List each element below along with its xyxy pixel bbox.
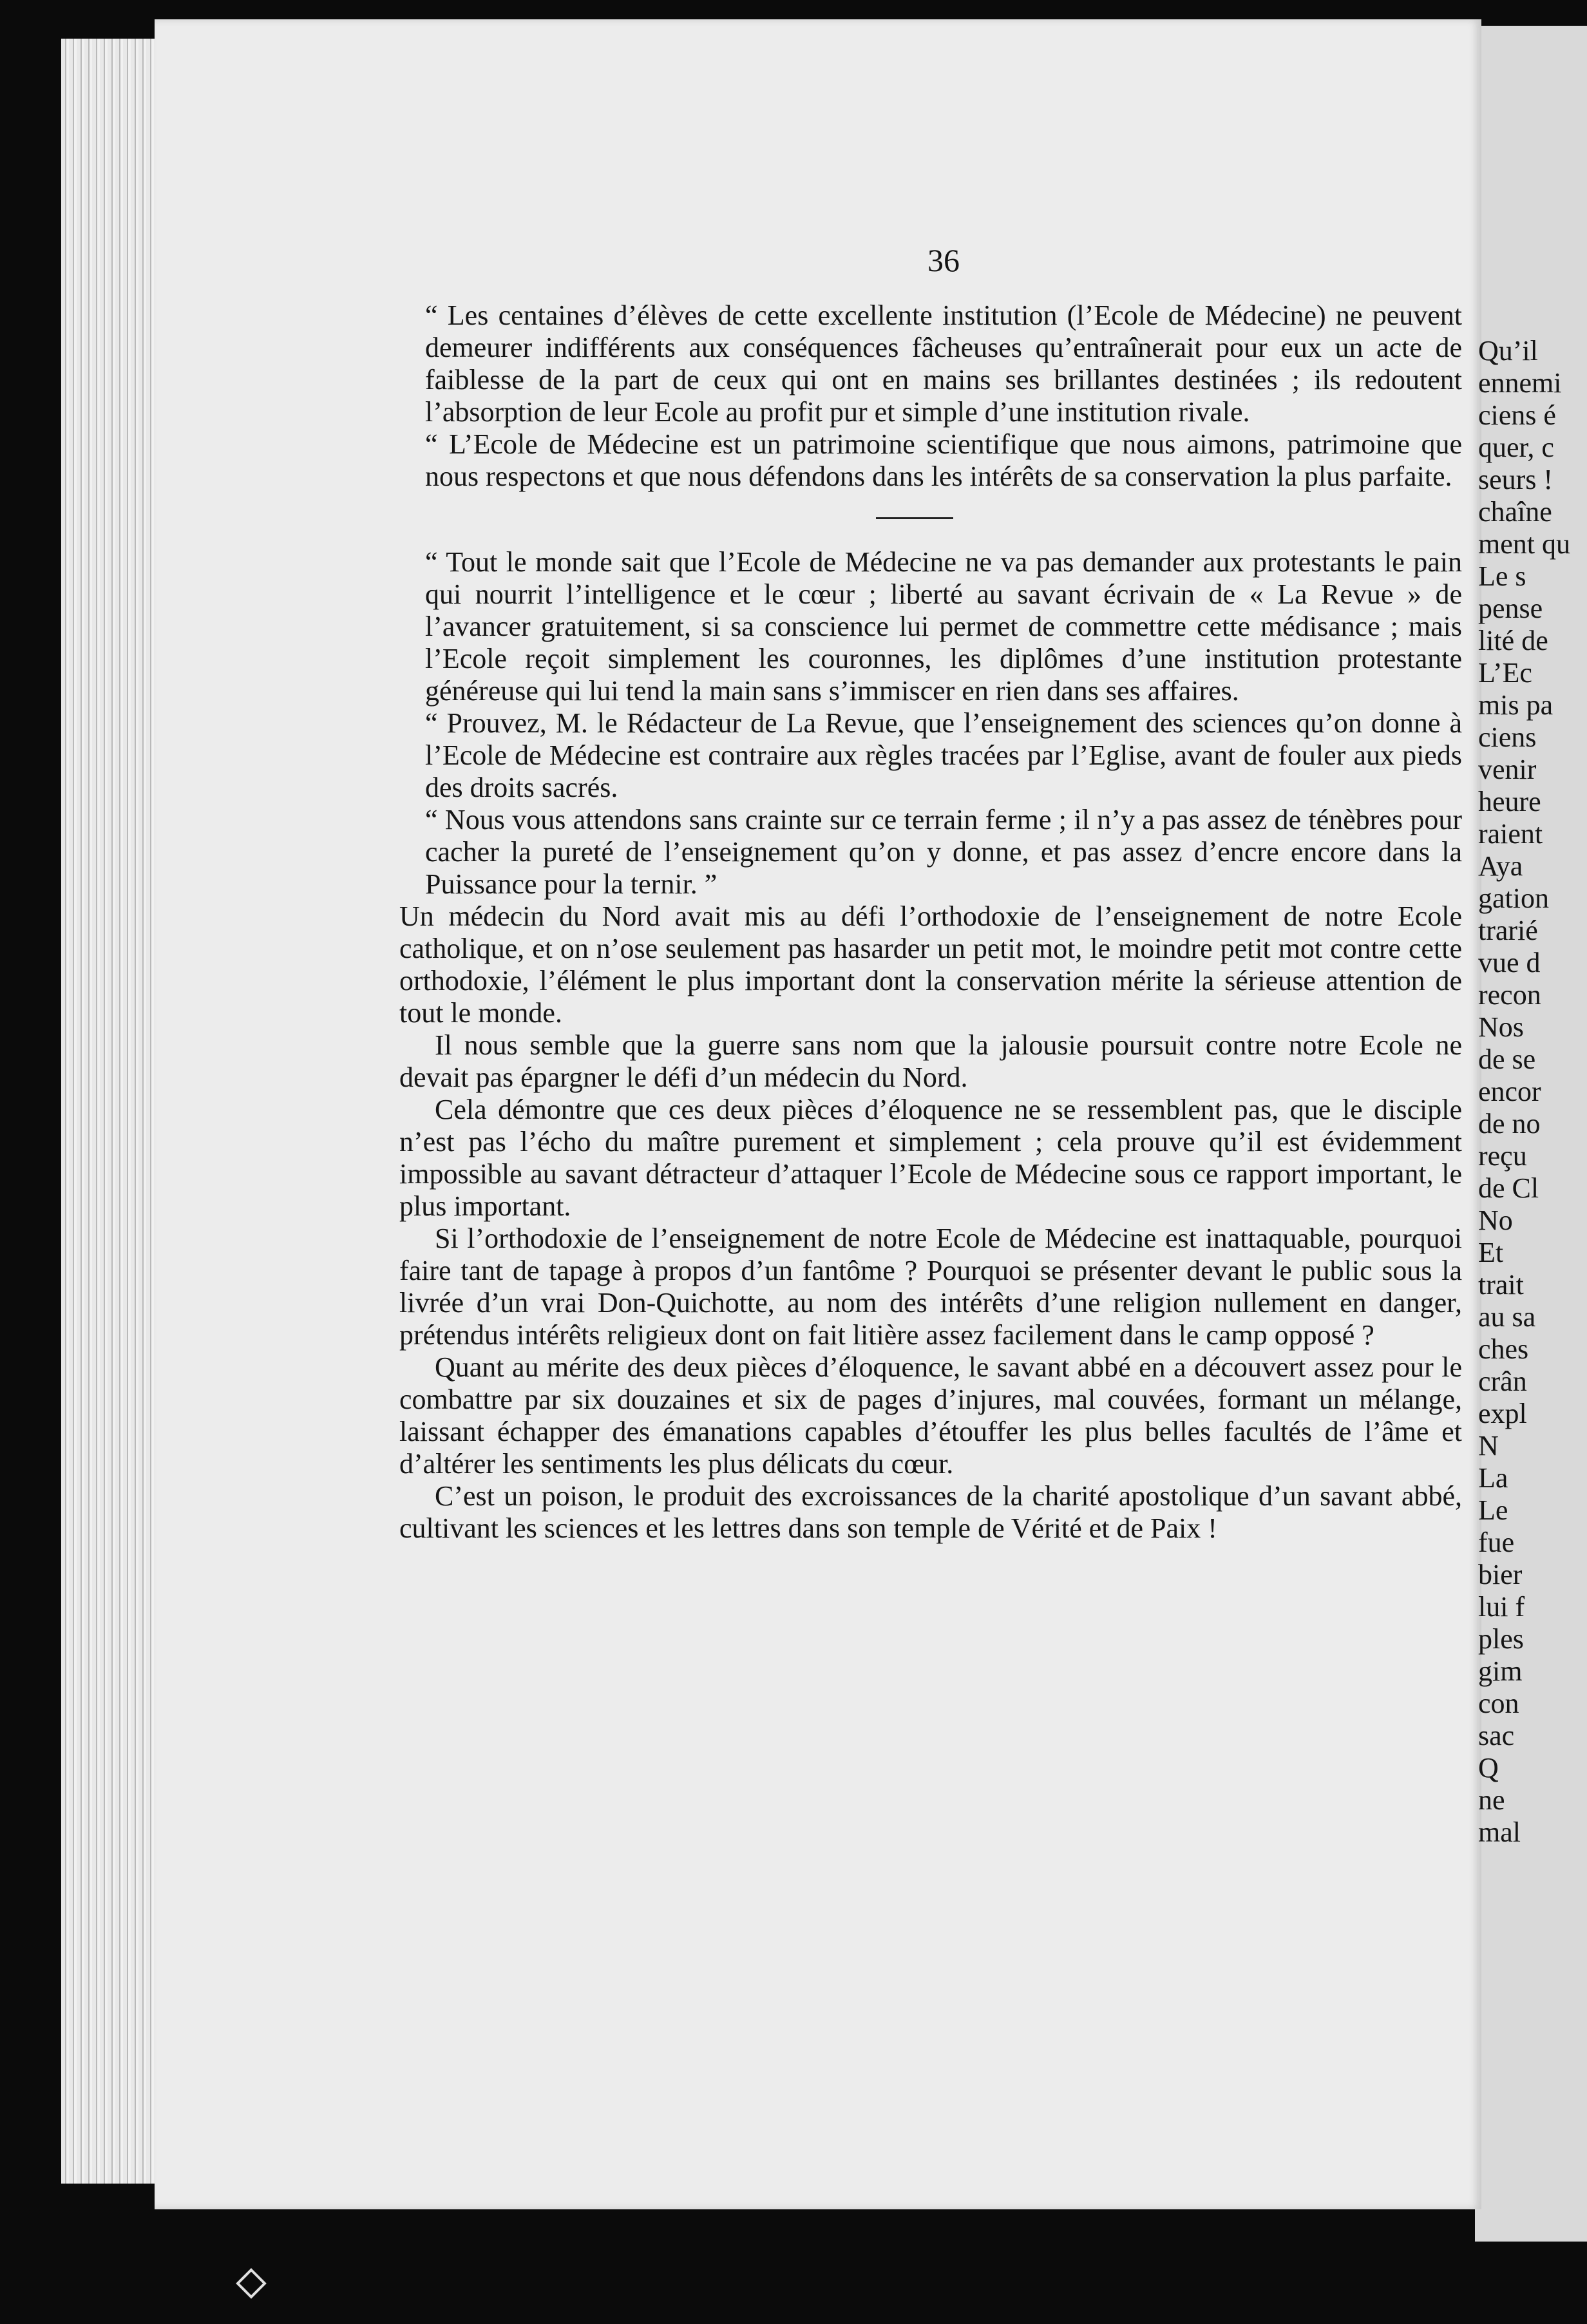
adjacent-line: crân <box>1478 1366 1527 1397</box>
adjacent-line: gim <box>1478 1655 1523 1687</box>
adjacent-line: Le s <box>1478 560 1526 592</box>
adjacent-line: ches <box>1478 1333 1529 1365</box>
body-paragraph: Cela démontre que ces deux pièces d’éloquence ne se ressemblent pas, que le disciple n’est pas l’écho du maître purement et simplement ; cela prouve qu’il est évidemment impossible au savant détracteur d’attaquer l’Ecole de Médecine sous ce rapport important, le plus important. <box>399 1094 1462 1222</box>
adjacent-line: au sa <box>1478 1301 1536 1333</box>
quote-paragraph: “ L’Ecole de Médecine est un patrimoine scientifique que nous aimons, patrimoine que nous respectons et que nous défendons dans les intérêts de sa conservation la plus parfaite. <box>425 428 1462 492</box>
body-paragraph: Un médecin du Nord avait mis au défi l’orthodoxie de l’enseignement de notre Ecole catholique, et on n’ose seulement pas hasarder un petit mot, le moindre petit mot contre cette orthodoxie, l’élément le plus important dont la conservation mérite la sérieuse attention de tout le monde. <box>399 900 1462 1029</box>
adjacent-line: pense <box>1478 593 1543 624</box>
adjacent-line: Le <box>1478 1494 1508 1526</box>
adjacent-line: venir <box>1478 754 1537 785</box>
adjacent-line: Q <box>1478 1752 1499 1784</box>
adjacent-line: ples <box>1478 1623 1524 1655</box>
adjacent-line: recon <box>1478 979 1541 1011</box>
adjacent-page-text <box>1478 335 1587 1849</box>
adjacent-line: bier <box>1478 1559 1523 1590</box>
adjacent-line: vue d <box>1478 947 1541 978</box>
body-paragraph: Si l’orthodoxie de l’enseignement de notre Ecole de Médecine est inattaquable, pourquoi faire tant de tapage à propos d’un fantôme ? Pourquoi se présenter devant le public sous la livrée d’un vrai Don-Quichotte, au nom des intérêts d’une religion nullement en danger, prétendus intérêts religieux dont on fait litière assez facilement dans le camp opposé ? <box>399 1223 1462 1351</box>
quote-paragraph: “ Nous vous attendons sans crainte sur ce terrain ferme ; il n’y a pas assez de ténèbres pour cacher la pureté de l’enseignement qu’on y donne, et pas assez d’encre encore dans la Puissance pour la ternir. ” <box>425 804 1462 900</box>
adjacent-line: ciens é <box>1478 399 1556 431</box>
adjacent-line: de se <box>1478 1043 1536 1075</box>
adjacent-line: mis pa <box>1478 689 1554 721</box>
adjacent-line: lité de <box>1478 625 1548 656</box>
adjacent-line: expl <box>1478 1398 1527 1429</box>
page-edges <box>61 39 164 2184</box>
adjacent-line: chaîne <box>1478 496 1552 528</box>
adjacent-line: mal <box>1478 1816 1521 1848</box>
section-divider <box>876 517 953 519</box>
adjacent-line: Et <box>1478 1237 1504 1268</box>
adjacent-line: Nos <box>1478 1011 1524 1043</box>
adjacent-line: reçu <box>1478 1140 1527 1172</box>
quote-paragraph: “ Tout le monde sait que l’Ecole de Médecine ne va pas demander aux protestants le pain qui nourrit l’intelligence et le cœur ; liberté au savant écrivain de « La Revue » de l’avancer gratuitement, si sa conscience lui permet de commettre cette médisance ; mais l’Ecole reçoit simplement les couronnes, les diplômes d’une institution protestante généreuse qui lui tend la main sans s’immiscer en rien dans ses affaires. <box>425 546 1462 707</box>
body-paragraph: Il nous semble que la guerre sans nom que la jalousie poursuit contre notre Ecole ne devait pas épargner le défi d’un médecin du Nord. <box>399 1029 1462 1093</box>
adjacent-line: seurs ! <box>1478 464 1554 495</box>
body-paragraph: C’est un poison, le produit des excroissances de la charité apostolique d’un savant abbé, cultivant les sciences et les lettres dans son temple de Vérité et de Paix ! <box>399 1480 1462 1544</box>
quote-paragraph: “ Prouvez, M. le Rédacteur de La Revue, que l’enseignement des sciences qu’on donne à l’Ecole de Médecine est contraire aux règles tracées par l’Eglise, avant de fouler aux pieds des droits sacrés. <box>425 707 1462 803</box>
adjacent-line: No <box>1478 1205 1513 1236</box>
adjacent-line: ne <box>1478 1784 1505 1816</box>
adjacent-line: ciens <box>1478 721 1537 753</box>
adjacent-line: La <box>1478 1462 1508 1494</box>
body-paragraph: Quant au mérite des deux pièces d’éloquence, le savant abbé en a découvert assez pour le combattre par six douzaines et six de pages d’injures, mal couvées, formant un mélange, laissant échapper des émanations capables d’étouffer les plus belles facultés de l’âme et d’altérer les sentiments les plus délicats du cœur. <box>399 1351 1462 1480</box>
adjacent-line: Aya <box>1478 850 1523 882</box>
adjacent-line: raient <box>1478 818 1543 850</box>
adjacent-line: quer, c <box>1478 432 1554 463</box>
adjacent-line: N <box>1478 1430 1499 1462</box>
page-text <box>399 300 1462 1545</box>
scan-mark-icon <box>235 2267 267 2300</box>
adjacent-line: L’Ec <box>1478 657 1532 689</box>
adjacent-line: gation <box>1478 882 1549 914</box>
adjacent-line: heure <box>1478 786 1541 817</box>
adjacent-line: sac <box>1478 1720 1515 1751</box>
adjacent-line: fue <box>1478 1527 1515 1558</box>
adjacent-line: de Cl <box>1478 1172 1539 1204</box>
adjacent-line: trarié <box>1478 915 1538 946</box>
page-number: 36 <box>927 242 960 278</box>
adjacent-line: trait <box>1478 1269 1524 1300</box>
adjacent-line: con <box>1478 1688 1519 1719</box>
quote-paragraph: “ Les centaines d’élèves de cette excellente institution (l’Ecole de Médecine) ne peuvent demeurer indifférents aux conséquences fâcheuses qu’entraînerait pour eux un acte de faiblesse de la part de ceux qui ont en mains ses brillantes destinées ; ils redoutent l’absorption de leur Ecole au profit pur et simple d’une institution rivale. <box>425 300 1462 428</box>
adjacent-line: de no <box>1478 1108 1541 1139</box>
adjacent-line: encor <box>1478 1076 1541 1107</box>
adjacent-line: ennemi <box>1478 367 1562 399</box>
adjacent-line: lui f <box>1478 1591 1525 1623</box>
adjacent-line: ment qu <box>1478 528 1570 560</box>
adjacent-line: Qu’il <box>1478 335 1538 367</box>
